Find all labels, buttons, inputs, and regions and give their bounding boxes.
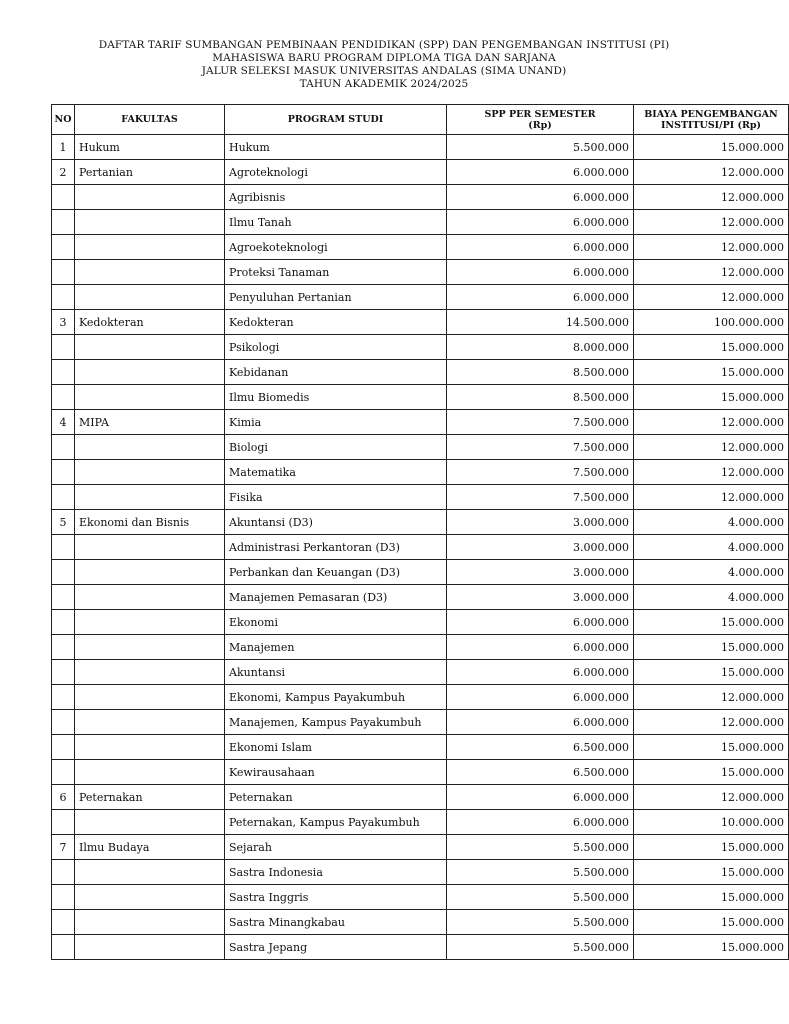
row-number [52,735,75,760]
row-fakultas: MIPA [75,410,225,435]
document-title [0,39,768,91]
row-spp-value: 8.500.000 [447,360,634,385]
row-program-studi: Sastra Minangkabau [225,910,447,935]
header-no: NO [52,105,75,135]
row-program-studi: Manajemen, Kampus Payakumbuh [225,710,447,735]
row-fakultas [75,735,225,760]
row-pi-value: 12.000.000 [634,685,789,710]
row-fakultas [75,660,225,685]
table-row [52,485,789,510]
row-pi-value: 12.000.000 [634,435,789,460]
row-spp-value: 6.000.000 [447,285,634,310]
header-spp-line-1: SPP PER SEMESTER [484,108,596,120]
row-fakultas [75,335,225,360]
row-fakultas [75,935,225,960]
row-pi-value: 12.000.000 [634,160,789,185]
row-number [52,185,75,210]
title-line-4: TAHUN AKADEMIK 2024/2025 [299,78,469,90]
row-fakultas [75,285,225,310]
row-spp-value: 8.000.000 [447,335,634,360]
row-pi-value: 15.000.000 [634,360,789,385]
table-row [52,835,789,860]
row-fakultas [75,435,225,460]
table-row [52,235,789,260]
table-row [52,285,789,310]
row-fakultas [75,235,225,260]
row-fakultas [75,585,225,610]
row-number [52,610,75,635]
row-spp-value: 6.000.000 [447,710,634,735]
row-pi-value: 15.000.000 [634,910,789,935]
header-spp-line-2: (Rp) [528,119,552,131]
row-fakultas [75,860,225,885]
row-program-studi: Kewirausahaan [225,760,447,785]
row-pi-value: 15.000.000 [634,610,789,635]
row-program-studi: Biologi [225,435,447,460]
row-program-studi: Manajemen Pemasaran (D3) [225,585,447,610]
row-pi-value: 12.000.000 [634,460,789,485]
row-program-studi: Ekonomi [225,610,447,635]
table-row [52,210,789,235]
row-spp-value: 5.500.000 [447,835,634,860]
row-pi-value: 15.000.000 [634,735,789,760]
row-spp-value: 5.500.000 [447,860,634,885]
row-spp-value: 6.000.000 [447,635,634,660]
row-number [52,485,75,510]
row-program-studi: Matematika [225,460,447,485]
row-spp-value: 6.000.000 [447,235,634,260]
fee-table [51,104,789,960]
header-program-studi: PROGRAM STUDI [225,105,447,135]
row-pi-value: 4.000.000 [634,560,789,585]
row-spp-value: 6.000.000 [447,210,634,235]
table-row [52,710,789,735]
row-program-studi: Sastra Indonesia [225,860,447,885]
row-pi-value: 15.000.000 [634,885,789,910]
table-row [52,660,789,685]
row-program-studi: Ilmu Biomedis [225,385,447,410]
row-number [52,685,75,710]
row-number [52,860,75,885]
row-program-studi: Ekonomi Islam [225,735,447,760]
row-fakultas [75,535,225,560]
row-pi-value: 15.000.000 [634,835,789,860]
row-pi-value: 15.000.000 [634,935,789,960]
table-row [52,310,789,335]
row-pi-value: 100.000.000 [634,310,789,335]
row-program-studi: Proteksi Tanaman [225,260,447,285]
row-number [52,585,75,610]
row-pi-value: 15.000.000 [634,135,789,160]
table-row [52,385,789,410]
row-number: 6 [52,785,75,810]
row-spp-value: 3.000.000 [447,560,634,585]
row-fakultas [75,635,225,660]
row-program-studi: Sastra Inggris [225,885,447,910]
row-spp-value: 5.500.000 [447,885,634,910]
row-fakultas [75,710,225,735]
title-line-2: MAHASISWA BARU PROGRAM DIPLOMA TIGA DAN SARJANA [212,52,556,64]
row-spp-value: 6.000.000 [447,660,634,685]
row-program-studi: Manajemen [225,635,447,660]
row-program-studi: Ilmu Tanah [225,210,447,235]
row-fakultas: Hukum [75,135,225,160]
row-fakultas [75,460,225,485]
table-row [52,935,789,960]
row-number [52,460,75,485]
table-row [52,735,789,760]
row-spp-value: 3.000.000 [447,510,634,535]
row-fakultas [75,810,225,835]
row-pi-value: 4.000.000 [634,535,789,560]
row-number: 1 [52,135,75,160]
row-program-studi: Perbankan dan Keuangan (D3) [225,560,447,585]
row-spp-value: 6.000.000 [447,260,634,285]
row-fakultas [75,185,225,210]
row-spp-value: 5.500.000 [447,935,634,960]
header-pi-line-1: BIAYA PENGEMBANGAN [644,108,778,120]
table-row [52,260,789,285]
row-pi-value: 12.000.000 [634,410,789,435]
row-spp-value: 7.500.000 [447,410,634,435]
row-pi-value: 15.000.000 [634,860,789,885]
table-row [52,585,789,610]
row-program-studi: Administrasi Perkantoran (D3) [225,535,447,560]
row-pi-value: 12.000.000 [634,185,789,210]
row-number: 7 [52,835,75,860]
row-fakultas [75,485,225,510]
row-pi-value: 12.000.000 [634,485,789,510]
row-number [52,210,75,235]
table-row [52,510,789,535]
table-row [52,610,789,635]
table-row [52,185,789,210]
row-fakultas: Ilmu Budaya [75,835,225,860]
row-number [52,710,75,735]
row-number [52,885,75,910]
row-program-studi: Kedokteran [225,310,447,335]
row-spp-value: 6.000.000 [447,160,634,185]
row-pi-value: 12.000.000 [634,260,789,285]
row-program-studi: Hukum [225,135,447,160]
row-pi-value: 15.000.000 [634,385,789,410]
row-spp-value: 3.000.000 [447,585,634,610]
table-row [52,760,789,785]
table-row [52,460,789,485]
title-line-3: JALUR SELEKSI MASUK UNIVERSITAS ANDALAS (SIMA UNAND) [201,65,567,77]
row-program-studi: Sastra Jepang [225,935,447,960]
row-spp-value: 6.500.000 [447,760,634,785]
row-program-studi: Kimia [225,410,447,435]
header-pi [634,105,789,135]
row-number [52,760,75,785]
row-pi-value: 12.000.000 [634,710,789,735]
row-spp-value: 6.000.000 [447,785,634,810]
row-fakultas [75,685,225,710]
row-fakultas [75,760,225,785]
row-spp-value: 5.500.000 [447,135,634,160]
row-pi-value: 4.000.000 [634,510,789,535]
table-body [52,135,789,960]
row-program-studi: Akuntansi (D3) [225,510,447,535]
row-program-studi: Kebidanan [225,360,447,385]
row-number [52,335,75,360]
table-row [52,635,789,660]
row-fakultas [75,360,225,385]
row-spp-value: 6.000.000 [447,185,634,210]
row-pi-value: 10.000.000 [634,810,789,835]
row-pi-value: 4.000.000 [634,585,789,610]
row-number [52,535,75,560]
header-spp [447,105,634,135]
row-fakultas [75,910,225,935]
row-pi-value: 15.000.000 [634,335,789,360]
row-program-studi: Akuntansi [225,660,447,685]
row-spp-value: 14.500.000 [447,310,634,335]
table-row [52,885,789,910]
row-program-studi: Penyuluhan Pertanian [225,285,447,310]
row-program-studi: Agroekoteknologi [225,235,447,260]
row-number [52,660,75,685]
row-pi-value: 12.000.000 [634,785,789,810]
row-number: 3 [52,310,75,335]
row-fakultas [75,610,225,635]
header-fakultas: FAKULTAS [75,105,225,135]
row-fakultas [75,385,225,410]
row-spp-value: 6.000.000 [447,810,634,835]
table-header-row [52,105,789,135]
row-spp-value: 6.000.000 [447,610,634,635]
row-fakultas [75,210,225,235]
table-row [52,160,789,185]
row-program-studi: Ekonomi, Kampus Payakumbuh [225,685,447,710]
row-spp-value: 7.500.000 [447,435,634,460]
table-row [52,435,789,460]
row-spp-value: 7.500.000 [447,460,634,485]
row-number [52,810,75,835]
row-pi-value: 12.000.000 [634,285,789,310]
table-row [52,810,789,835]
row-number [52,385,75,410]
title-line-1: DAFTAR TARIF SUMBANGAN PEMBINAAN PENDIDIKAN (SPP) DAN PENGEMBANGAN INSTITUSI (PI) [98,39,670,51]
row-number: 2 [52,160,75,185]
row-number [52,360,75,385]
table-row [52,335,789,360]
table-row [52,560,789,585]
row-fakultas: Ekonomi dan Bisnis [75,510,225,535]
table-row [52,785,789,810]
row-program-studi: Peternakan [225,785,447,810]
table-row [52,535,789,560]
row-program-studi: Fisika [225,485,447,510]
row-number [52,910,75,935]
table-row [52,685,789,710]
table-row [52,410,789,435]
row-number [52,260,75,285]
row-number [52,435,75,460]
row-spp-value: 8.500.000 [447,385,634,410]
row-program-studi: Sejarah [225,835,447,860]
row-fakultas [75,885,225,910]
row-fakultas: Pertanian [75,160,225,185]
row-pi-value: 15.000.000 [634,660,789,685]
row-number: 5 [52,510,75,535]
row-fakultas [75,560,225,585]
row-number [52,285,75,310]
row-number [52,635,75,660]
row-fakultas: Peternakan [75,785,225,810]
row-number [52,560,75,585]
header-pi-line-2: INSTITUSI/PI (Rp) [660,119,762,131]
row-program-studi: Peternakan, Kampus Payakumbuh [225,810,447,835]
row-number [52,235,75,260]
row-spp-value: 6.000.000 [447,685,634,710]
row-pi-value: 15.000.000 [634,635,789,660]
row-spp-value: 3.000.000 [447,535,634,560]
row-program-studi: Psikologi [225,335,447,360]
table-row [52,135,789,160]
row-spp-value: 7.500.000 [447,485,634,510]
row-program-studi: Agribisnis [225,185,447,210]
table-row [52,360,789,385]
row-number: 4 [52,410,75,435]
table-row [52,860,789,885]
row-fakultas [75,260,225,285]
row-number [52,935,75,960]
row-fakultas: Kedokteran [75,310,225,335]
row-spp-value: 6.500.000 [447,735,634,760]
row-pi-value: 12.000.000 [634,210,789,235]
row-spp-value: 5.500.000 [447,910,634,935]
row-pi-value: 12.000.000 [634,235,789,260]
row-pi-value: 15.000.000 [634,760,789,785]
row-program-studi: Agroteknologi [225,160,447,185]
table-row [52,910,789,935]
